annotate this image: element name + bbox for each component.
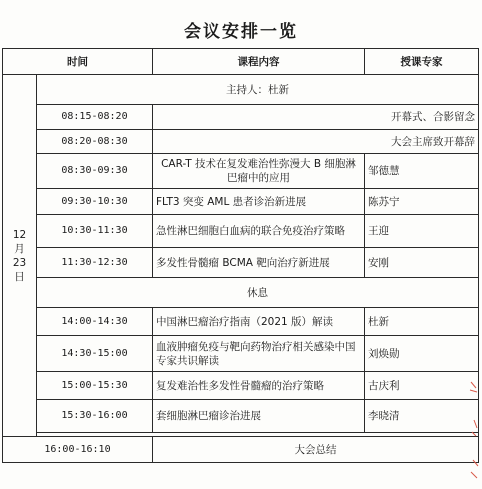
table-row: [3, 308, 479, 336]
table-row: [3, 248, 479, 278]
table-row: [3, 372, 479, 400]
header-content: 课程内容: [153, 49, 365, 75]
closing-row: [3, 437, 479, 463]
time-cell: 14:00-14:30: [37, 308, 153, 336]
expert-cell: 邹德慧: [365, 154, 479, 189]
table-row: [3, 105, 479, 130]
table-row: [3, 336, 479, 372]
content-cell: 大会主席致开幕辞: [153, 130, 479, 154]
table-row: [3, 130, 479, 154]
content-cell: FLT3 突变 AML 患者诊治新进展: [153, 189, 365, 215]
host-row: [3, 75, 479, 105]
content-cell: CAR-T 技术在复发难治性弥漫大 B 细胞淋巴瘤中的应用: [153, 154, 365, 189]
date-cell: [3, 75, 37, 437]
time-cell: 11:30-12:30: [37, 248, 153, 278]
time-cell: 10:30-11:30: [37, 215, 153, 248]
time-cell: 08:20-08:30: [37, 130, 153, 154]
content-cell: 急性淋巴细胞白血病的联合免疫治疗策略: [153, 215, 365, 248]
content-cell: 血液肿瘤免疫与靶向药物治疗相关感染中国专家共识解读: [153, 336, 365, 372]
expert-cell: 古庆利: [365, 372, 479, 400]
time-cell: 08:15-08:20: [37, 105, 153, 130]
host-cell: 主持人：杜新: [37, 75, 479, 105]
expert-cell: 刘焕勋: [365, 336, 479, 372]
date-line: 日: [14, 270, 25, 283]
agenda-table: [2, 48, 479, 463]
header-time: 时间: [3, 49, 153, 75]
time-cell: 16:00-16:10: [3, 437, 153, 463]
expert-cell: 李晓清: [365, 400, 479, 433]
date-line: 月: [14, 242, 25, 255]
time-cell: 14:30-15:00: [37, 336, 153, 372]
table-header-row: [3, 49, 479, 75]
table-row: [3, 400, 479, 433]
header-expert: 授课专家: [365, 49, 479, 75]
expert-cell: 陈苏宁: [365, 189, 479, 215]
table-row: [3, 189, 479, 215]
expert-cell: 安刚: [365, 248, 479, 278]
table-row: [3, 154, 479, 189]
table-row: [3, 215, 479, 248]
date-line: 23: [12, 256, 27, 269]
time-cell: 15:30-16:00: [37, 400, 153, 433]
time-cell: 08:30-09:30: [37, 154, 153, 189]
expert-cell: 杜新: [365, 308, 479, 336]
content-cell: 中国淋巴瘤治疗指南（2021 版）解读: [153, 308, 365, 336]
expert-cell: 王迎: [365, 215, 479, 248]
date-line: 12: [12, 228, 27, 241]
time-cell: 15:00-15:30: [37, 372, 153, 400]
time-cell: 09:30-10:30: [37, 189, 153, 215]
content-cell: 套细胞淋巴瘤诊治进展: [153, 400, 365, 433]
content-cell: 复发难治性多发性骨髓瘤的治疗策略: [153, 372, 365, 400]
break-cell: 休息: [37, 278, 479, 308]
content-cell: 开幕式、合影留念: [153, 105, 479, 130]
content-cell: 多发性骨髓瘤 BCMA 靶向治疗新进展: [153, 248, 365, 278]
closing-content-cell: 大会总结: [153, 437, 479, 463]
stamp-marks: [468, 380, 482, 485]
break-row: [3, 278, 479, 308]
page-title: 会议安排一览: [184, 22, 298, 42]
